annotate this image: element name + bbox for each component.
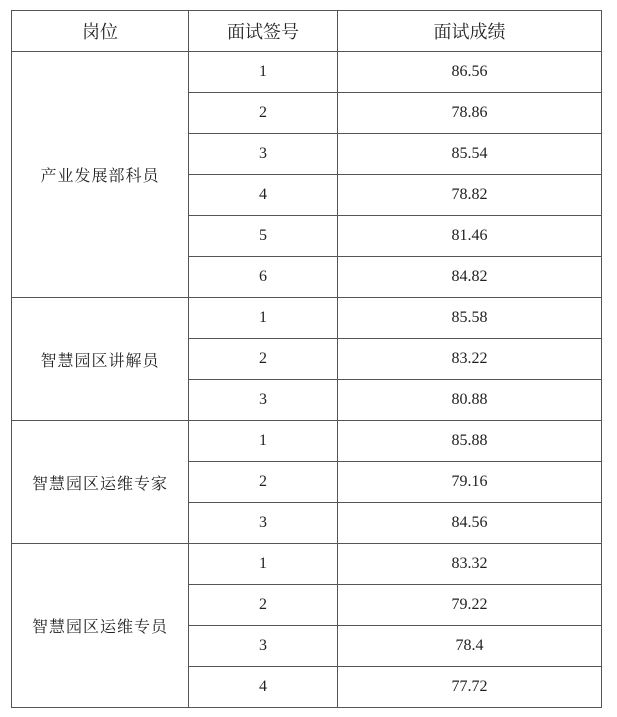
number-cell: 1: [189, 421, 338, 462]
number-cell: 3: [189, 503, 338, 544]
table-row: [12, 298, 602, 339]
score-cell: 83.22: [338, 339, 602, 380]
number-cell: 2: [189, 585, 338, 626]
table-row: [12, 421, 602, 462]
number-cell: 3: [189, 626, 338, 667]
number-cell: 2: [189, 93, 338, 134]
position-cell: 智慧园区运维专家: [12, 421, 189, 544]
position-cell: 产业发展部科员: [12, 52, 189, 298]
score-cell: 78.4: [338, 626, 602, 667]
number-cell: 3: [189, 134, 338, 175]
score-cell: 84.82: [338, 257, 602, 298]
number-cell: 1: [189, 298, 338, 339]
score-cell: 79.22: [338, 585, 602, 626]
number-cell: 3: [189, 380, 338, 421]
score-table: [11, 10, 602, 708]
score-cell: 85.54: [338, 134, 602, 175]
number-cell: 2: [189, 339, 338, 380]
number-cell: 4: [189, 667, 338, 708]
score-cell: 80.88: [338, 380, 602, 421]
header-row: [12, 11, 602, 52]
number-cell: 1: [189, 544, 338, 585]
number-cell: 4: [189, 175, 338, 216]
header-position: 岗位: [12, 11, 189, 52]
score-cell: 84.56: [338, 503, 602, 544]
number-cell: 1: [189, 52, 338, 93]
number-cell: 5: [189, 216, 338, 257]
header-score: 面试成绩: [338, 11, 602, 52]
score-cell: 77.72: [338, 667, 602, 708]
score-cell: 81.46: [338, 216, 602, 257]
score-cell: 78.86: [338, 93, 602, 134]
number-cell: 2: [189, 462, 338, 503]
score-cell: 83.32: [338, 544, 602, 585]
table-row: [12, 544, 602, 585]
table-row: [12, 52, 602, 93]
position-cell: 智慧园区运维专员: [12, 544, 189, 708]
score-cell: 79.16: [338, 462, 602, 503]
score-cell: 86.56: [338, 52, 602, 93]
position-cell: 智慧园区讲解员: [12, 298, 189, 421]
score-cell: 85.88: [338, 421, 602, 462]
header-number: 面试签号: [189, 11, 338, 52]
number-cell: 6: [189, 257, 338, 298]
score-cell: 85.58: [338, 298, 602, 339]
score-cell: 78.82: [338, 175, 602, 216]
